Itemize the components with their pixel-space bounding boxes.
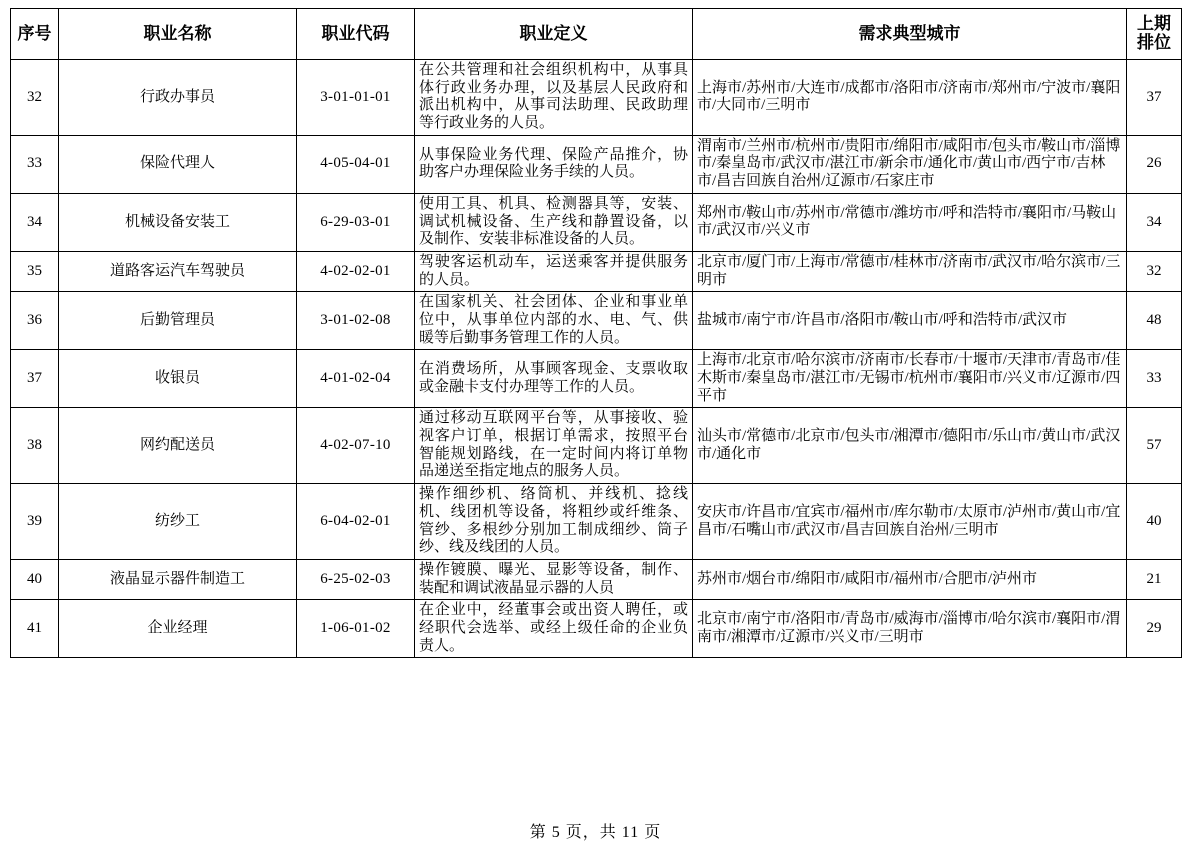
cell-previous-rank: 37 (1127, 60, 1182, 136)
cell-occupation-code: 4-02-02-01 (297, 251, 415, 291)
cell-seq: 37 (11, 350, 59, 408)
cell-occupation-code: 4-05-04-01 (297, 135, 415, 193)
cell-definition: 操作细纱机、络筒机、并线机、捻线机、线团机等设备，将粗纱或纤维条、管纱、多根纱分别加工制成细纱、筒子纱、线及线团的人员。 (415, 484, 693, 560)
cell-previous-rank: 21 (1127, 559, 1182, 599)
cell-cities: 盐城市/南宁市/许昌市/洛阳市/鞍山市/呼和浩特市/武汉市 (693, 292, 1127, 350)
cell-previous-rank: 57 (1127, 408, 1182, 484)
cell-definition: 通过移动互联网平台等，从事接收、验视客户订单，根据订单需求，按照平台智能规划路线，在一定时间内将订单物品递送至指定地点的服务人员。 (415, 408, 693, 484)
cell-cities: 上海市/北京市/哈尔滨市/济南市/长春市/十堰市/天津市/青岛市/佳木斯市/秦皇岛市/湛江市/无锡市/杭州市/襄阳市/兴义市/辽源市/四平市 (693, 350, 1127, 408)
cell-previous-rank: 26 (1127, 135, 1182, 193)
cell-occupation-code: 4-02-07-10 (297, 408, 415, 484)
cell-occupation-name: 企业经理 (59, 600, 297, 658)
table-row (11, 408, 1182, 484)
cell-seq: 38 (11, 408, 59, 484)
cell-occupation-name: 保险代理人 (59, 135, 297, 193)
cell-previous-rank: 33 (1127, 350, 1182, 408)
cell-cities: 汕头市/常德市/北京市/包头市/湘潭市/德阳市/乐山市/黄山市/武汉市/通化市 (693, 408, 1127, 484)
cell-occupation-name: 行政办事员 (59, 60, 297, 136)
table-row (11, 350, 1182, 408)
column-header-previous-rank-line1: 上期 (1137, 14, 1171, 34)
cell-occupation-code: 4-01-02-04 (297, 350, 415, 408)
cell-occupation-code: 1-06-01-02 (297, 600, 415, 658)
cell-occupation-code: 6-29-03-01 (297, 193, 415, 251)
table-row (11, 484, 1182, 560)
cell-definition: 在公共管理和社会组织机构中，从事具体行政业务办理，以及基层人民政府和派出机构中，从事司法助理、民政助理等行政业务的人员。 (415, 60, 693, 136)
table-body (11, 60, 1182, 658)
cell-seq: 32 (11, 60, 59, 136)
cell-seq: 41 (11, 600, 59, 658)
occupation-shortage-table (10, 8, 1182, 658)
cell-previous-rank: 32 (1127, 251, 1182, 291)
cell-seq: 35 (11, 251, 59, 291)
table-row (11, 600, 1182, 658)
cell-definition: 驾驶客运机动车，运送乘客并提供服务的人员。 (415, 251, 693, 291)
column-header-definition: 职业定义 (415, 9, 693, 60)
cell-cities: 安庆市/许昌市/宜宾市/福州市/库尔勒市/太原市/泸州市/黄山市/宜昌市/石嘴山市/武汉市/昌吉回族自治州/三明市 (693, 484, 1127, 560)
cell-occupation-code: 6-04-02-01 (297, 484, 415, 560)
cell-occupation-code: 3-01-02-08 (297, 292, 415, 350)
cell-definition: 在消费场所，从事顾客现金、支票收取或金融卡支付办理等工作的人员。 (415, 350, 693, 408)
cell-previous-rank: 29 (1127, 600, 1182, 658)
table-row (11, 292, 1182, 350)
cell-previous-rank: 48 (1127, 292, 1182, 350)
table-row (11, 251, 1182, 291)
table-row (11, 559, 1182, 599)
table-row (11, 60, 1182, 136)
cell-occupation-name: 后勤管理员 (59, 292, 297, 350)
cell-definition: 在国家机关、社会团体、企业和事业单位中，从事单位内部的水、电、气、供暖等后勤事务管理工作的人员。 (415, 292, 693, 350)
column-header-name: 职业名称 (59, 9, 297, 60)
cell-occupation-name: 机械设备安装工 (59, 193, 297, 251)
column-header-cities: 需求典型城市 (693, 9, 1127, 60)
cell-occupation-name: 纺纱工 (59, 484, 297, 560)
cell-cities: 北京市/南宁市/洛阳市/青岛市/威海市/淄博市/哈尔滨市/襄阳市/渭南市/湘潭市/辽源市/兴义市/三明市 (693, 600, 1127, 658)
table-row (11, 193, 1182, 251)
page-footer: 第 5 页，共 11 页 (529, 824, 662, 841)
cell-occupation-code: 6-25-02-03 (297, 559, 415, 599)
cell-seq: 36 (11, 292, 59, 350)
column-header-previous-rank (1127, 9, 1182, 60)
cell-definition: 从事保险业务代理、保险产品推介，协助客户办理保险业务手续的人员。 (415, 135, 693, 193)
cell-previous-rank: 40 (1127, 484, 1182, 560)
table-row (11, 135, 1182, 193)
cell-cities: 北京市/厦门市/上海市/常德市/桂林市/济南市/武汉市/哈尔滨市/三明市 (693, 251, 1127, 291)
column-header-previous-rank-line2: 排位 (1137, 33, 1171, 52)
cell-cities: 上海市/苏州市/大连市/成都市/洛阳市/济南市/郑州市/宁波市/襄阳市/大同市/三明市 (693, 60, 1127, 136)
table-header (11, 9, 1182, 60)
cell-definition: 操作镀膜、曝光、显影等设备，制作、装配和调试液晶显示器的人员 (415, 559, 693, 599)
cell-seq: 34 (11, 193, 59, 251)
cell-definition: 在企业中，经董事会或出资人聘任，或经职代会选举、或经上级任命的企业负责人。 (415, 600, 693, 658)
cell-occupation-name: 液晶显示器件制造工 (59, 559, 297, 599)
cell-occupation-name: 收银员 (59, 350, 297, 408)
cell-occupation-code: 3-01-01-01 (297, 60, 415, 136)
cell-seq: 33 (11, 135, 59, 193)
cell-cities: 郑州市/鞍山市/苏州市/常德市/潍坊市/呼和浩特市/襄阳市/马鞍山市/武汉市/兴义市 (693, 193, 1127, 251)
table-header-row (11, 9, 1182, 60)
column-header-code: 职业代码 (297, 9, 415, 60)
cell-occupation-name: 网约配送员 (59, 408, 297, 484)
cell-cities: 渭南市/兰州市/杭州市/贵阳市/绵阳市/咸阳市/包头市/鞍山市/淄博市/秦皇岛市/武汉市/湛江市/新余市/通化市/黄山市/西宁市/吉林市/昌吉回族自治州/辽源市/石家庄市 (693, 135, 1127, 193)
cell-cities: 苏州市/烟台市/绵阳市/咸阳市/福州市/合肥市/泸州市 (693, 559, 1127, 599)
cell-seq: 40 (11, 559, 59, 599)
cell-occupation-name: 道路客运汽车驾驶员 (59, 251, 297, 291)
cell-previous-rank: 34 (1127, 193, 1182, 251)
cell-definition: 使用工具、机具、检测器具等，安装、调试机械设备、生产线和静置设备，以及制作、安装非标准设备的人员。 (415, 193, 693, 251)
cell-seq: 39 (11, 484, 59, 560)
column-header-seq: 序号 (11, 9, 59, 60)
